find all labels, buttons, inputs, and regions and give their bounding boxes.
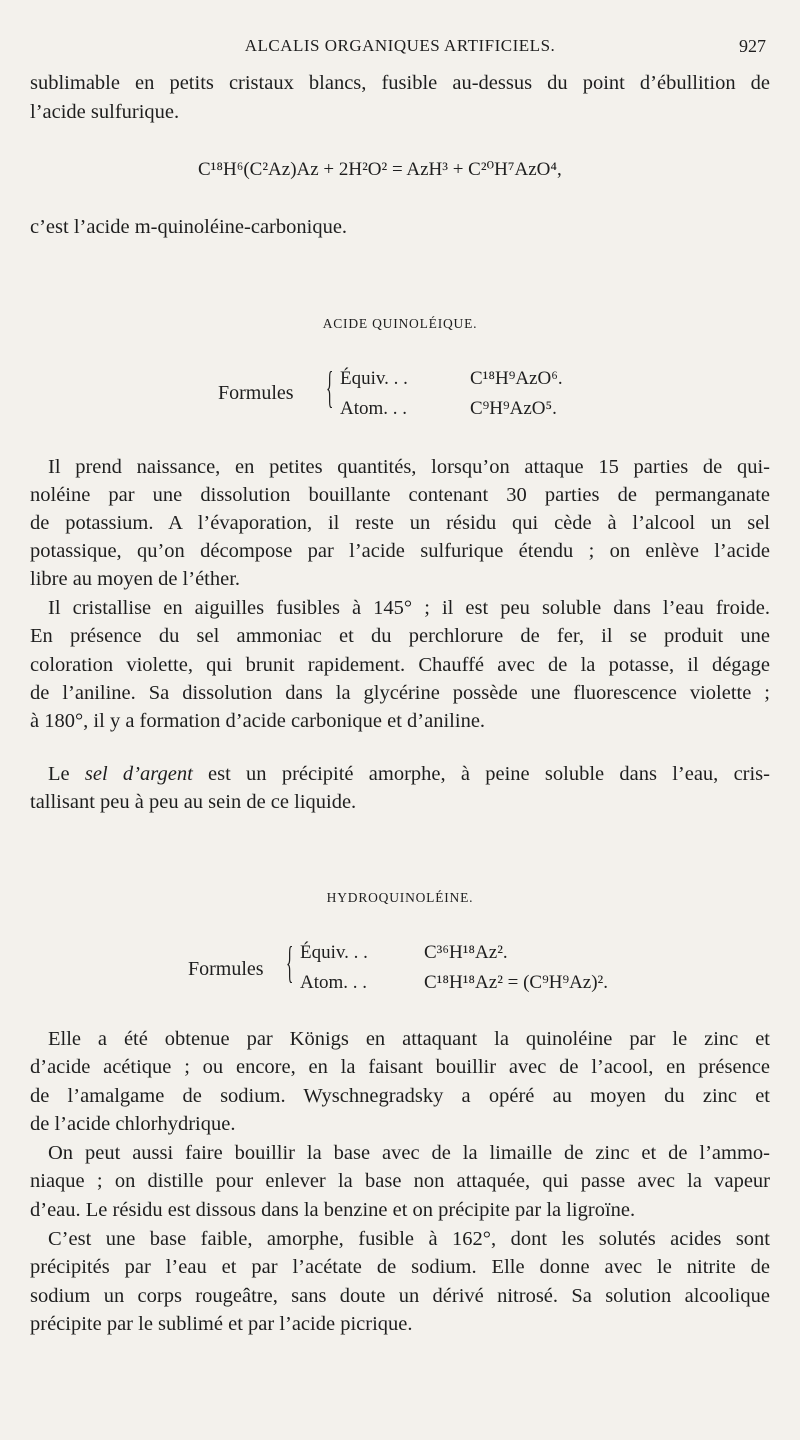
text-line: précipités par l’eau et par l’acétate de sodium. Elle donne avec le nitrite de: [30, 1256, 770, 1278]
chemical-equation: C¹⁸H⁶(C²Az)Az + 2H²O² = AzH³ + C²⁰H⁷AzO⁴,: [198, 159, 562, 180]
atom-label: Atom. . .: [300, 972, 368, 993]
atom-label: Atom. . .: [340, 398, 408, 419]
text-line: C’est une base faible, amorphe, fusible à 162°, dont les solutés acides sont: [48, 1228, 770, 1250]
text-line: d’eau. Le résidu est dissous dans la benzine et on précipite par la ligroïne.: [30, 1199, 636, 1221]
italic-term: sel d’argent: [84, 763, 193, 785]
equiv-formula: C³⁶H¹⁸Az².: [424, 942, 508, 963]
text-line: à 180°, il y a formation d’acide carbonique et d’aniline.: [30, 710, 486, 732]
text-line: de l’aniline. Sa dissolution dans la glycérine possède une fluorescence violette ;: [30, 682, 770, 704]
equiv-label: Équiv. . .: [340, 368, 408, 389]
text-line: niaque ; on distille pour enlever la base non attaquée, qui passe avec la vapeur: [30, 1170, 770, 1192]
text-line: Elle a été obtenue par Königs en attaquant la quinoléine par le zinc et: [48, 1028, 770, 1050]
text-line: de l’amalgame de sodium. Wyschnegradsky a opéré au moyen du zinc et: [30, 1085, 770, 1107]
text-line: de potassium. A l’évaporation, il reste un résidu qui cède à l’alcool un sel: [30, 512, 770, 534]
formules-label: Formules: [188, 958, 264, 980]
text-line: d’acide acétique ; ou encore, en la faisant bouillir avec de l’acool, en présence: [30, 1056, 770, 1078]
text-line: de l’acide chlorhydrique.: [30, 1113, 236, 1135]
text-line: Il cristallise en aiguilles fusibles à 145° ; il est peu soluble dans l’eau froide.: [48, 597, 770, 619]
text-line: potassique, qu’on décompose par l’acide sulfurique étendu ; on enlève l’acide: [30, 540, 770, 562]
text-line: précipite par le sublimé et par l’acide picrique.: [30, 1313, 413, 1335]
formules-label: Formules: [218, 382, 294, 404]
atom-formula: C¹⁸H¹⁸Az² = (C⁹H⁹Az)².: [424, 972, 608, 993]
text-line: Il prend naissance, en petites quantités, lorsqu’on attaque 15 parties de qui-: [48, 456, 770, 478]
equiv-label: Équiv. . .: [300, 942, 368, 963]
section-heading: HYDROQUINOLÉINE.: [326, 890, 474, 905]
text-line: sodium un corps rougeâtre, sans doute un dérivé nitrosé. Sa solution alcoolique: [30, 1285, 770, 1307]
section-heading: ACIDE QUINOLÉIQUE.: [322, 316, 478, 331]
page-number: 927: [739, 36, 766, 56]
equiv-formula: C¹⁸H⁹AzO⁶.: [470, 368, 563, 389]
atom-formula: C⁹H⁹AzO⁵.: [470, 398, 557, 419]
text-line: l’acide sulfurique.: [30, 101, 180, 123]
brace-icon: {: [286, 938, 294, 987]
text-line: tallisant peu à peu au sein de ce liquide.: [30, 791, 357, 813]
text-line: coloration violette, qui brunit rapidement. Chauffé avec de la potasse, il dégage: [30, 654, 770, 676]
text-line: sublimable en petits cristaux blancs, fusible au-dessus du point d’ébullition de: [30, 72, 770, 94]
text-line: c’est l’acide m-quinoléine-carbonique.: [30, 216, 348, 238]
running-header: ALCALIS ORGANIQUES ARTIFICIELS.: [244, 36, 556, 55]
text-line: En présence du sel ammoniac et du perchlorure de fer, il se produit une: [30, 625, 770, 647]
brace-icon: {: [326, 363, 334, 412]
text-line: noléine par une dissolution bouillante contenant 30 parties de permanganate: [30, 484, 770, 506]
text-line: On peut aussi faire bouillir la base avec de la limaille de zinc et de l’ammo-: [48, 1142, 770, 1164]
text-line: Le sel d’argent est un précipité amorphe, à peine soluble dans l’eau, cris-: [48, 763, 770, 785]
text-line: libre au moyen de l’éther.: [30, 568, 241, 590]
